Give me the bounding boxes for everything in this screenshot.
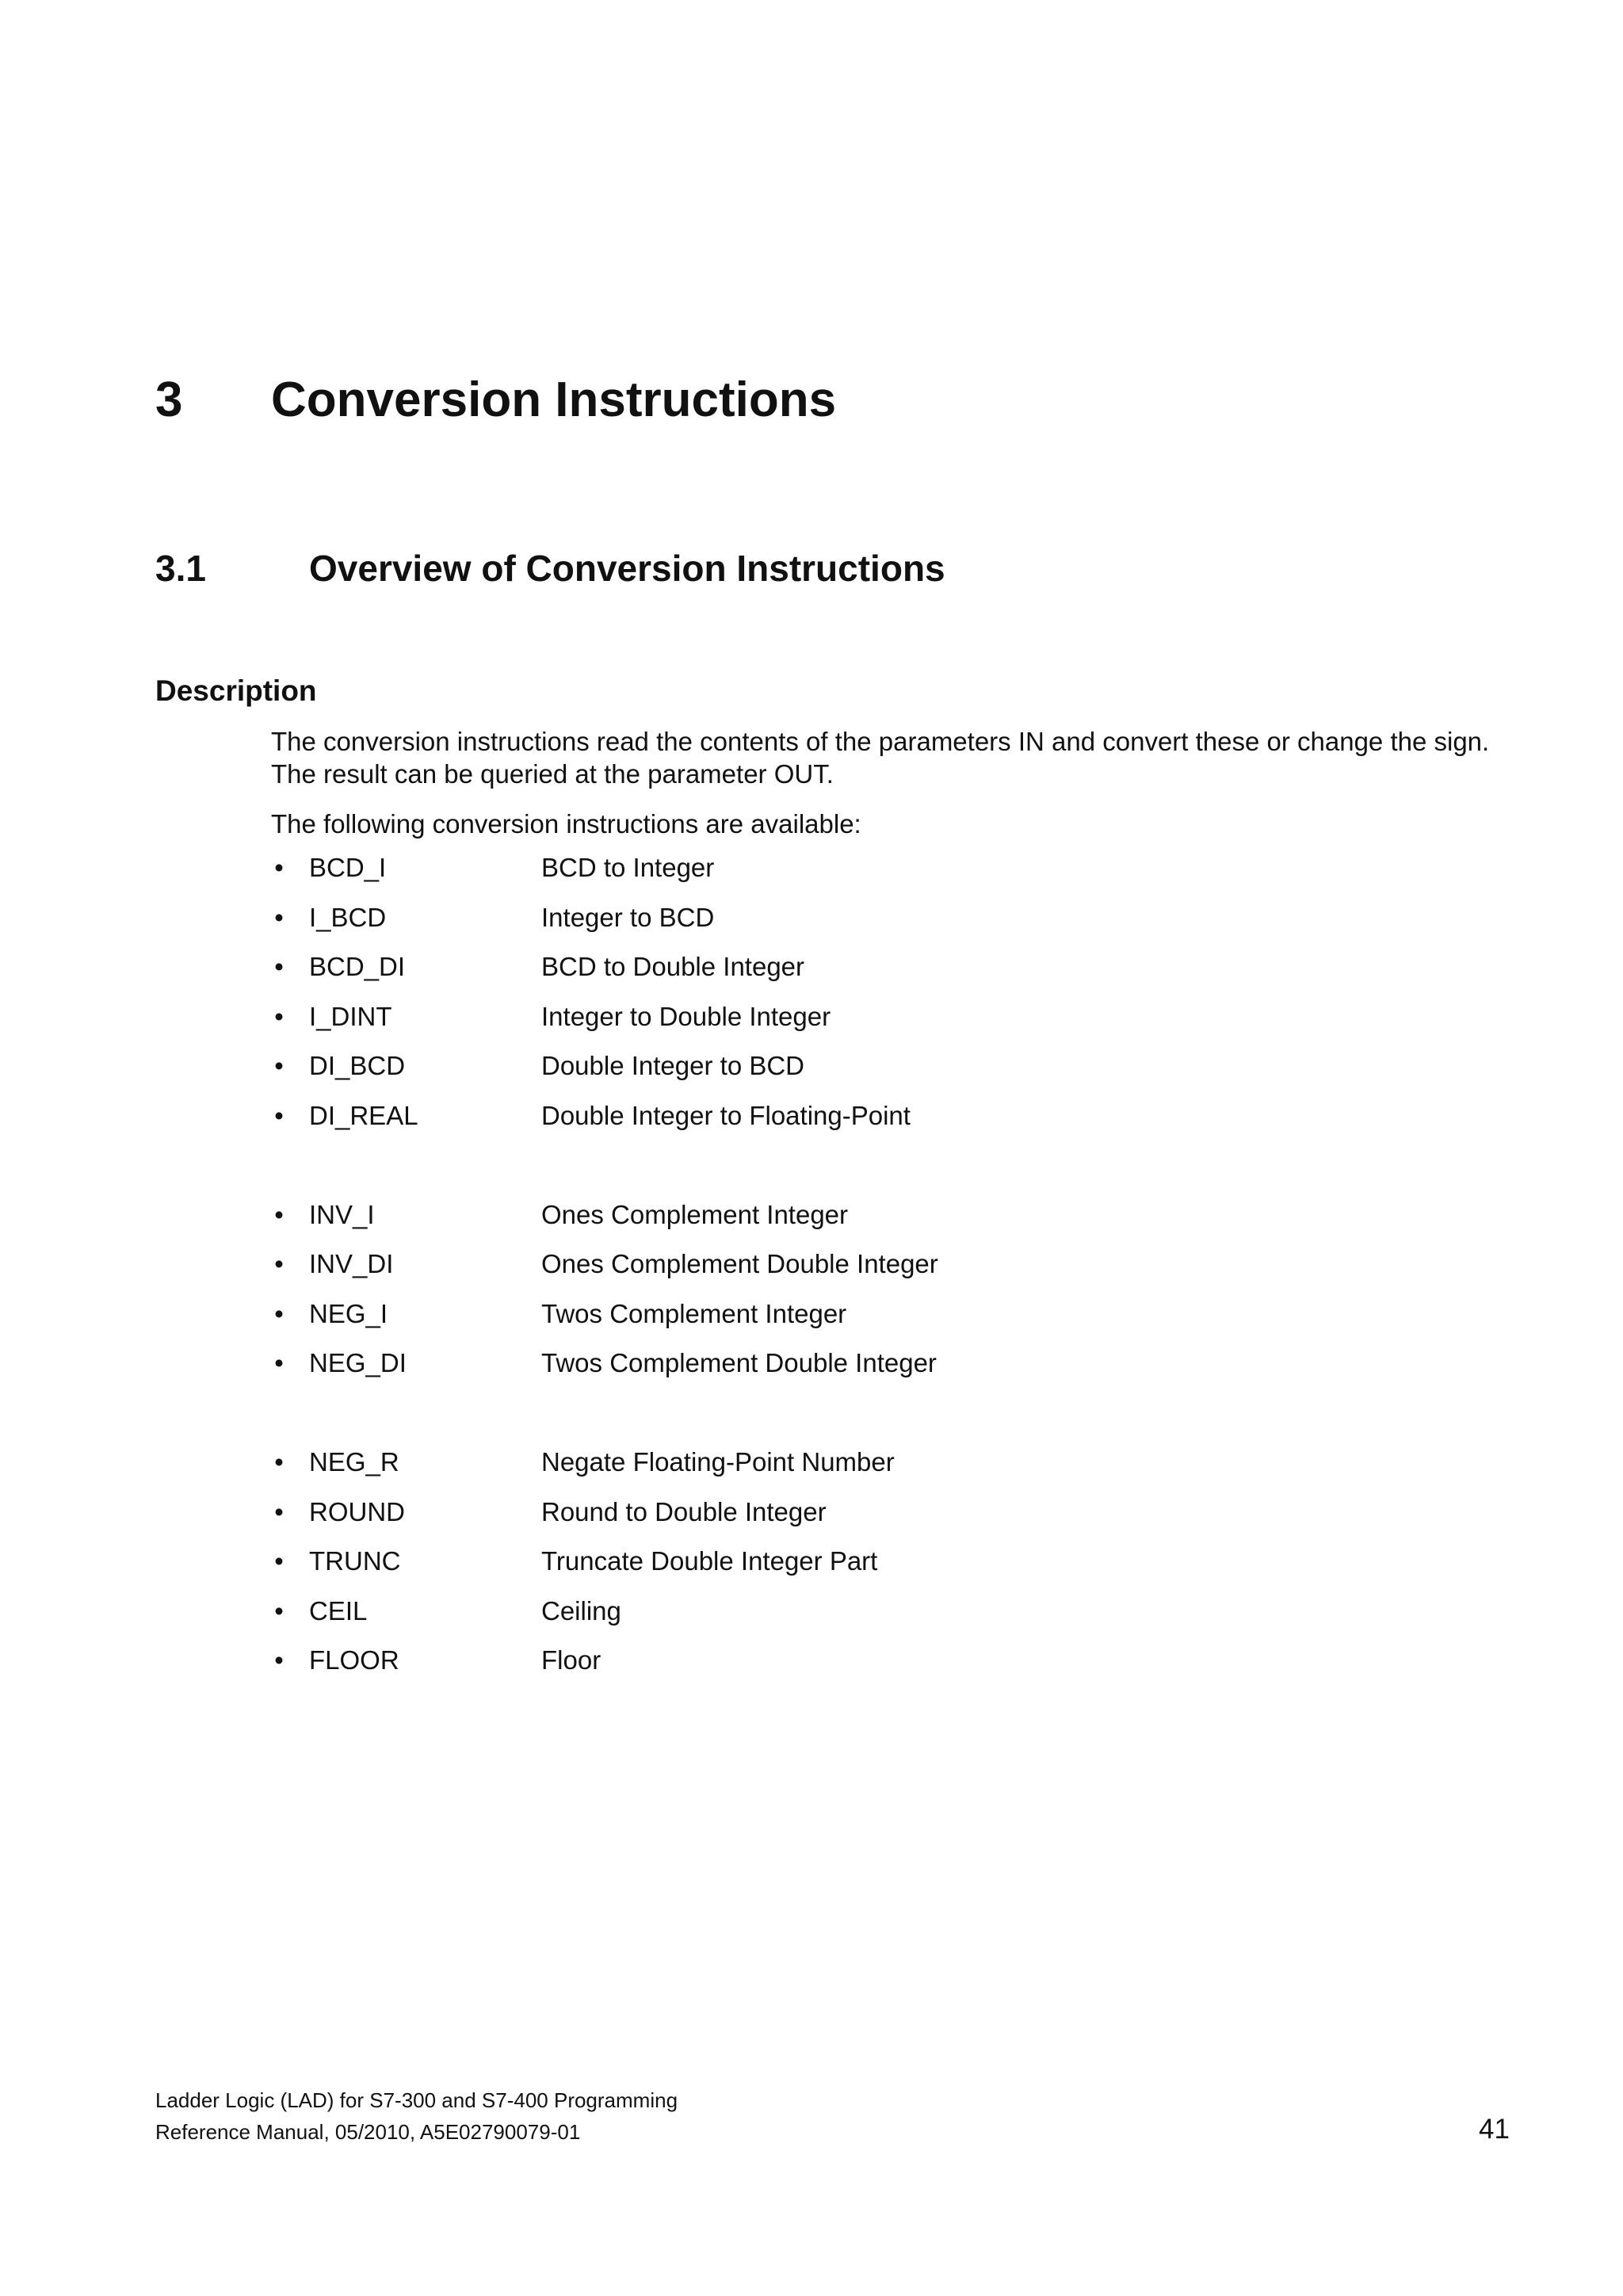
bullet-icon: • xyxy=(274,1100,284,1130)
instruction-code: INV_DI xyxy=(309,1249,394,1278)
section-title: Overview of Conversion Instructions xyxy=(309,548,945,589)
instruction-description: Ones Complement Double Integer xyxy=(541,1249,938,1278)
instruction-item xyxy=(271,1240,1301,1289)
instruction-description: Ones Complement Integer xyxy=(541,1199,849,1229)
instruction-description: Ceiling xyxy=(541,1595,621,1626)
instruction-list xyxy=(271,843,1301,1686)
description-heading: Description xyxy=(155,674,317,707)
instruction-code: BCD_I xyxy=(309,853,387,882)
instruction-description: Twos Complement Double Integer xyxy=(541,1348,937,1377)
bullet-icon: • xyxy=(274,1496,284,1526)
instruction-code: NEG_R xyxy=(309,1447,399,1477)
bullet-icon: • xyxy=(274,1001,284,1031)
bullet-icon: • xyxy=(274,1546,284,1576)
bullet-icon: • xyxy=(274,1595,284,1626)
instruction-description: Floor xyxy=(541,1645,601,1675)
instruction-description: BCD to Integer xyxy=(541,853,715,882)
page-number: 41 xyxy=(1479,2114,1510,2145)
bullet-icon: • xyxy=(274,853,284,882)
bullet-icon: • xyxy=(274,952,284,981)
bullet-icon: • xyxy=(274,1645,284,1675)
instruction-code: INV_I xyxy=(309,1199,375,1229)
instruction-code: BCD_DI xyxy=(309,952,406,981)
instruction-item xyxy=(271,1587,1301,1637)
instruction-description: BCD to Double Integer xyxy=(541,952,805,981)
instruction-item xyxy=(271,893,1301,943)
instruction-description: Negate Floating-Point Number xyxy=(541,1447,895,1477)
instruction-code: CEIL xyxy=(309,1595,368,1626)
instruction-code: I_DINT xyxy=(309,1001,392,1031)
instruction-code: ROUND xyxy=(309,1496,405,1526)
instruction-item xyxy=(271,1041,1301,1091)
instruction-description: Truncate Double Integer Part xyxy=(541,1546,878,1576)
instruction-code: NEG_DI xyxy=(309,1348,407,1377)
instruction-description: Round to Double Integer xyxy=(541,1496,827,1526)
instruction-code: I_BCD xyxy=(309,902,387,932)
bullet-icon: • xyxy=(274,1249,284,1278)
instruction-item xyxy=(271,1339,1301,1389)
instruction-item xyxy=(271,992,1301,1042)
instruction-item xyxy=(271,1190,1301,1240)
instruction-code: NEG_I xyxy=(309,1298,388,1328)
footer-manual-title: Ladder Logic (LAD) for S7-300 and S7-400 Programming xyxy=(155,2088,678,2112)
chapter-title: Conversion Instructions xyxy=(271,372,837,427)
instruction-code: DI_REAL xyxy=(309,1100,418,1130)
bullet-icon: • xyxy=(274,1348,284,1377)
instruction-description: Integer to Double Integer xyxy=(541,1001,831,1031)
instruction-description: Integer to BCD xyxy=(541,902,715,932)
description-paragraph-2: The following conversion instructions are available: xyxy=(271,809,861,839)
instruction-item xyxy=(271,1438,1301,1488)
bullet-icon: • xyxy=(274,902,284,932)
instruction-code: DI_BCD xyxy=(309,1051,406,1080)
instruction-code: FLOOR xyxy=(309,1645,399,1675)
chapter-number: 3 xyxy=(155,372,183,427)
instruction-description: Double Integer to Floating-Point xyxy=(541,1100,911,1130)
bullet-icon: • xyxy=(274,1298,284,1328)
instruction-item xyxy=(271,942,1301,992)
instruction-item xyxy=(271,1636,1301,1686)
footer-manual-edition: Reference Manual, 05/2010, A5E02790079-01 xyxy=(155,2120,581,2144)
description-paragraph-1: The conversion instructions read the contents of the parameters IN and convert these or change the sign. The result can be queried at the parameter OUT. xyxy=(271,727,1490,789)
instruction-item xyxy=(271,1537,1301,1587)
instruction-description: Double Integer to BCD xyxy=(541,1051,805,1080)
bullet-icon: • xyxy=(274,1051,284,1080)
bullet-icon: • xyxy=(274,1199,284,1229)
instruction-code: TRUNC xyxy=(309,1546,401,1576)
instruction-item xyxy=(271,1091,1301,1141)
instruction-item xyxy=(271,1289,1301,1339)
instruction-description: Twos Complement Integer xyxy=(541,1298,847,1328)
instruction-item xyxy=(271,1488,1301,1538)
section-number: 3.1 xyxy=(155,548,206,589)
bullet-icon: • xyxy=(274,1447,284,1477)
instruction-item xyxy=(271,843,1301,893)
